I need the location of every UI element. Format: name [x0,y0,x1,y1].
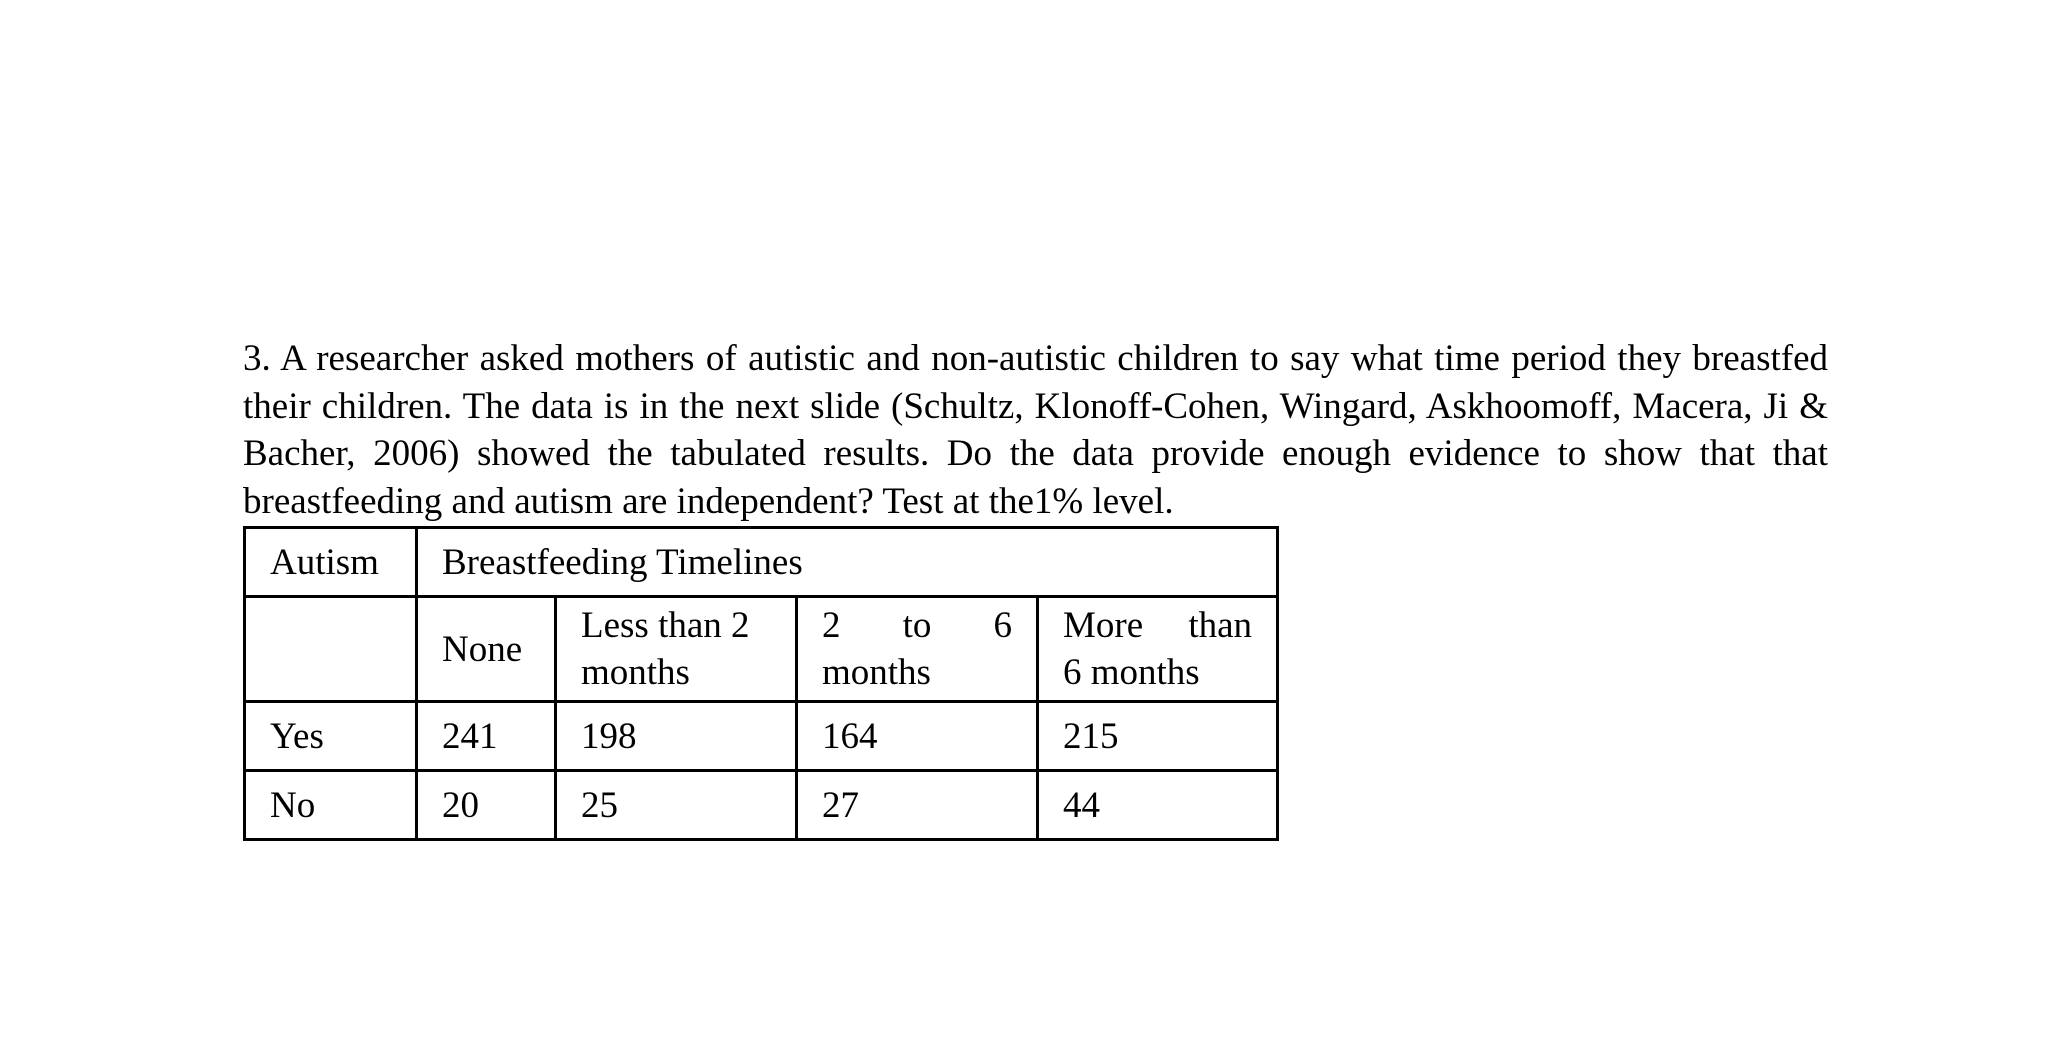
table-cell: 241 [417,702,556,771]
column-header-line: months [822,652,931,693]
column-header-line [822,602,1012,649]
table-cell: 44 [1038,771,1278,840]
table-cell: 25 [556,771,797,840]
table-row-yes [245,702,1278,771]
problem-statement: 3. A researcher asked mothers of autistic and non-autistic children to say what time period they breastfed their children. The data is in the next slide (Schultz, Klonoff-Cohen, Wingard, Askhoomoff, Macera, Ji & Bacher, 2006) showed the tabulated results. Do the data provide enough evidence to show that that breastfeeding and autism are independent? Test at the1% level. [243,338,1828,522]
column-header-line: 6 months [1063,652,1200,693]
column-header-less-than-2-months [556,597,797,702]
empty-corner-cell [245,597,417,702]
group-label-header: Breastfeeding Timelines [417,528,1278,597]
column-header-line: Less than 2 [581,605,750,646]
column-header-none: None [417,597,556,702]
column-header-word: 2 [822,605,841,646]
column-header-word: than [1188,605,1253,646]
table-row-no [245,771,1278,840]
table-cell: 20 [417,771,556,840]
row-label-no: No [245,771,417,840]
row-label-header: Autism [245,528,417,597]
table-header-row [245,528,1278,597]
column-header-word: 6 [993,605,1012,646]
column-header-line [1063,602,1252,649]
table-cell: 215 [1038,702,1278,771]
breastfeeding-autism-table [243,526,1279,841]
column-header-word: More [1063,605,1144,646]
table-cell: 198 [556,702,797,771]
table-cell: 164 [797,702,1038,771]
column-header-line: months [581,652,690,693]
table-cell: 27 [797,771,1038,840]
document-page [243,335,1828,841]
table-subheader-row [245,597,1278,702]
column-header-more-than-6-months [1038,597,1278,702]
column-header-2-to-6-months [797,597,1038,702]
row-label-yes: Yes [245,702,417,771]
column-header-word: to [902,605,932,646]
